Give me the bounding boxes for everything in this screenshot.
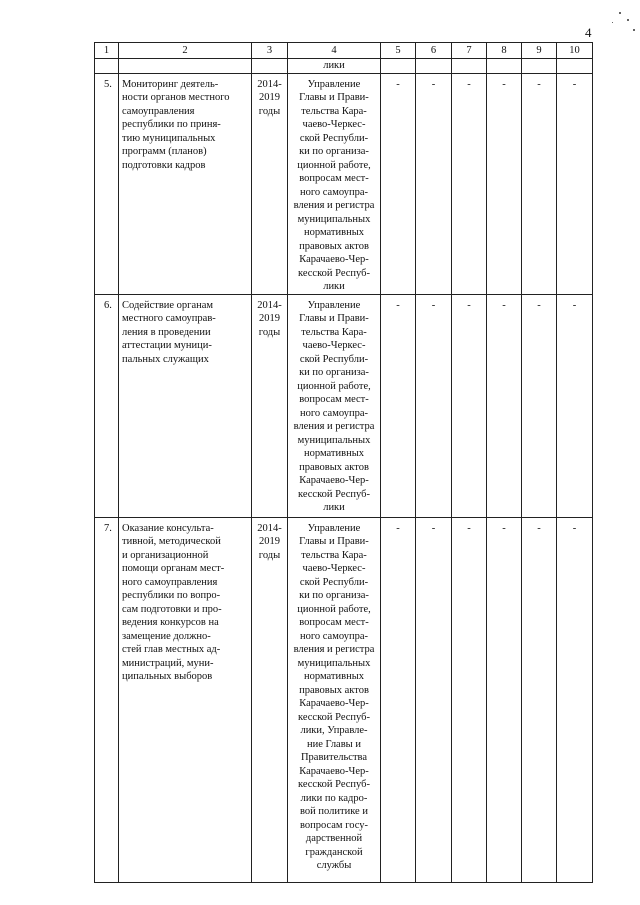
funding-cell: - bbox=[557, 73, 593, 294]
measure-name-line: республики по вопро- bbox=[122, 590, 221, 601]
measure-name-line: Мониторинг деятель- bbox=[122, 78, 219, 90]
responsible-executor-line: муниципальных bbox=[297, 434, 371, 446]
table-row bbox=[95, 294, 593, 517]
responsible-executor bbox=[288, 294, 381, 517]
responsible-executor-line: вления и регистра bbox=[293, 200, 375, 211]
column-number-5: 5 bbox=[381, 43, 416, 59]
responsible-executor-line: ционной работе, bbox=[297, 380, 371, 392]
measure-name-line: самоуправления bbox=[122, 105, 195, 117]
responsible-executor-line: гражданской bbox=[305, 846, 363, 858]
measure-name-line: аттестации муници- bbox=[122, 340, 212, 351]
column-number-3: 3 bbox=[252, 43, 288, 59]
scan-speck bbox=[612, 22, 613, 23]
continuation-row bbox=[95, 59, 593, 74]
measure-name-line: тию муниципальных bbox=[122, 132, 216, 144]
responsible-executor-line: лики, Управле- bbox=[300, 725, 368, 736]
measure-name-line: стей глав местных ад- bbox=[122, 644, 221, 655]
responsible-executor-line: нормативных bbox=[303, 448, 364, 459]
responsible-executor bbox=[288, 517, 381, 882]
responsible-executor-line: Карачаево-Чер- bbox=[299, 698, 369, 709]
responsible-executor-line: Карачаево-Чер- bbox=[299, 475, 369, 486]
responsible-executor-line: ционной работе, bbox=[297, 159, 371, 171]
measure-name bbox=[119, 517, 252, 882]
funding-cell: - bbox=[416, 294, 452, 517]
responsible-executor-line: вопросам мест- bbox=[299, 173, 369, 184]
funding-cell: - bbox=[416, 517, 452, 882]
column-number-10: 10 bbox=[557, 43, 593, 59]
column-number-2: 2 bbox=[119, 43, 252, 59]
measure-name-line: Оказание консульта- bbox=[122, 522, 214, 534]
responsible-executor-line: нормативных bbox=[303, 227, 364, 238]
responsible-executor-line: нормативных bbox=[303, 671, 364, 682]
responsible-executor-line: кесской Респуб- bbox=[298, 488, 370, 500]
implementation-term-line: годы bbox=[258, 549, 281, 561]
measure-name-line: ципальных выборов bbox=[122, 671, 213, 682]
column-number-9: 9 bbox=[522, 43, 557, 59]
responsible-executor-line: Карачаево-Чер- bbox=[299, 765, 369, 777]
page-number: 4 bbox=[585, 25, 592, 40]
column-number-7: 7 bbox=[452, 43, 487, 59]
column-number-8: 8 bbox=[487, 43, 522, 59]
table-row bbox=[95, 517, 593, 882]
responsible-executor-line: чаево-Черкес- bbox=[302, 119, 366, 130]
measures-table bbox=[94, 42, 593, 883]
funding-cell: - bbox=[557, 294, 593, 517]
funding-cell: - bbox=[381, 73, 416, 294]
responsible-executor-line: правовых актов bbox=[299, 461, 369, 473]
measure-name-line: ности органов местного bbox=[122, 92, 230, 103]
funding-cell: - bbox=[487, 294, 522, 517]
responsible-executor-line: ки по организа- bbox=[299, 590, 369, 601]
funding-cell: - bbox=[452, 517, 487, 882]
measure-name-line: замещение должно- bbox=[122, 630, 211, 642]
responsible-executor-line: тельства Кара- bbox=[301, 326, 367, 338]
scan-speck bbox=[627, 19, 629, 21]
implementation-term-line: 2019 bbox=[259, 313, 280, 324]
responsible-executor-line: лики bbox=[323, 502, 345, 513]
implementation-term-line: годы bbox=[258, 105, 281, 117]
row-number: 6. bbox=[95, 294, 119, 517]
implementation-term-line: 2019 bbox=[259, 536, 280, 547]
responsible-executor-line: Главы и Прави- bbox=[299, 313, 369, 324]
funding-cell: - bbox=[487, 73, 522, 294]
responsible-executor-line: правовых актов bbox=[299, 684, 369, 696]
funding-cell: - bbox=[557, 517, 593, 882]
funding-cell: - bbox=[522, 294, 557, 517]
responsible-executor-line: ской Республи- bbox=[299, 576, 369, 588]
responsible-executor-line: Управление bbox=[307, 299, 361, 311]
implementation-term bbox=[252, 73, 288, 294]
responsible-executor-line: муниципальных bbox=[297, 657, 371, 669]
responsible-executor-line: вой политике и bbox=[300, 806, 368, 817]
measure-name-line: республики по приня- bbox=[122, 119, 221, 130]
funding-cell: - bbox=[381, 517, 416, 882]
responsible-executor-line: лики по кадро- bbox=[300, 792, 368, 804]
measure-name-line: министраций, муни- bbox=[122, 657, 214, 669]
implementation-term-line: 2019 bbox=[259, 92, 280, 103]
responsible-executor-line: тельства Кара- bbox=[301, 549, 367, 561]
funding-cell: - bbox=[522, 517, 557, 882]
responsible-executor-line: ской Республи- bbox=[299, 353, 369, 365]
measure-name-line: ного самоуправления bbox=[122, 576, 218, 588]
responsible-executor-line: вления и регистра bbox=[293, 644, 375, 655]
measure-name bbox=[119, 73, 252, 294]
responsible-executor-line: ние Главы и bbox=[307, 738, 361, 750]
continuation-text: лики bbox=[288, 59, 381, 74]
measure-name-line: ведения конкурсов на bbox=[122, 617, 219, 628]
responsible-executor-line: службы bbox=[316, 860, 352, 871]
measure-name-line: программ (планов) bbox=[122, 146, 207, 157]
responsible-executor-line: ки по организа- bbox=[299, 146, 369, 157]
column-number-4: 4 bbox=[288, 43, 381, 59]
responsible-executor-line: вления и регистра bbox=[293, 421, 375, 432]
row-number: 5. bbox=[95, 73, 119, 294]
measure-name-line: сам подготовки и про- bbox=[122, 603, 222, 615]
measure-name-line: местного самоуправ- bbox=[122, 313, 216, 324]
measure-name-line: помощи органам мест- bbox=[122, 563, 225, 574]
responsible-executor-line: правовых актов bbox=[299, 240, 369, 252]
responsible-executor-line: Правительства bbox=[300, 752, 368, 763]
scan-speck bbox=[633, 29, 635, 31]
responsible-executor-line: Главы и Прави- bbox=[299, 536, 369, 547]
table-row bbox=[95, 73, 593, 294]
row-number: 7. bbox=[95, 517, 119, 882]
measure-name-line: тивной, методической bbox=[122, 536, 221, 547]
responsible-executor-line: кесской Респуб- bbox=[298, 711, 370, 723]
measure-name bbox=[119, 294, 252, 517]
responsible-executor-line: ного самоупра- bbox=[299, 630, 368, 642]
measure-name-line: ления в проведении bbox=[122, 326, 211, 338]
responsible-executor-line: чаево-Черкес- bbox=[302, 563, 366, 574]
responsible-executor-line: муниципальных bbox=[297, 213, 371, 225]
measure-name-line: Содействие органам bbox=[122, 299, 214, 311]
responsible-executor-line: лики bbox=[323, 281, 345, 292]
responsible-executor-line: Карачаево-Чер- bbox=[299, 254, 369, 265]
responsible-executor-line: тельства Кара- bbox=[301, 105, 367, 117]
measure-name-line: подготовки кадров bbox=[122, 159, 206, 171]
responsible-executor-line: дарственной bbox=[305, 833, 363, 844]
responsible-executor-line: ки по организа- bbox=[299, 367, 369, 378]
funding-cell: - bbox=[452, 294, 487, 517]
responsible-executor-line: Управление bbox=[307, 522, 361, 534]
responsible-executor-line: ного самоупра- bbox=[299, 407, 368, 419]
funding-cell: - bbox=[452, 73, 487, 294]
funding-cell: - bbox=[522, 73, 557, 294]
responsible-executor-line: ного самоупра- bbox=[299, 186, 368, 198]
column-number-6: 6 bbox=[416, 43, 452, 59]
responsible-executor bbox=[288, 73, 381, 294]
responsible-executor-line: вопросам мест- bbox=[299, 617, 369, 628]
responsible-executor-line: кесской Респуб- bbox=[298, 779, 370, 790]
responsible-executor-line: ской Республи- bbox=[299, 132, 369, 144]
implementation-term bbox=[252, 517, 288, 882]
funding-cell: - bbox=[381, 294, 416, 517]
responsible-executor-line: вопросам мест- bbox=[299, 394, 369, 405]
responsible-executor-line: ционной работе, bbox=[297, 603, 371, 615]
responsible-executor-line: Управление bbox=[307, 78, 361, 90]
implementation-term-line: 2014- bbox=[257, 299, 282, 311]
responsible-executor-line: Главы и Прави- bbox=[299, 92, 369, 103]
responsible-executor-line: чаево-Черкес- bbox=[302, 340, 366, 351]
implementation-term-line: 2014- bbox=[257, 78, 282, 90]
implementation-term-line: 2014- bbox=[257, 522, 282, 534]
funding-cell: - bbox=[416, 73, 452, 294]
responsible-executor-line: вопросам госу- bbox=[299, 819, 369, 831]
implementation-term bbox=[252, 294, 288, 517]
measure-name-line: и организационной bbox=[122, 549, 209, 561]
funding-cell: - bbox=[487, 517, 522, 882]
column-number-row bbox=[95, 43, 593, 59]
scan-speck bbox=[619, 12, 621, 14]
measure-name-line: пальных служащих bbox=[122, 353, 209, 365]
implementation-term-line: годы bbox=[258, 326, 281, 338]
column-number-1: 1 bbox=[95, 43, 119, 59]
responsible-executor-line: кесской Респуб- bbox=[298, 267, 370, 279]
